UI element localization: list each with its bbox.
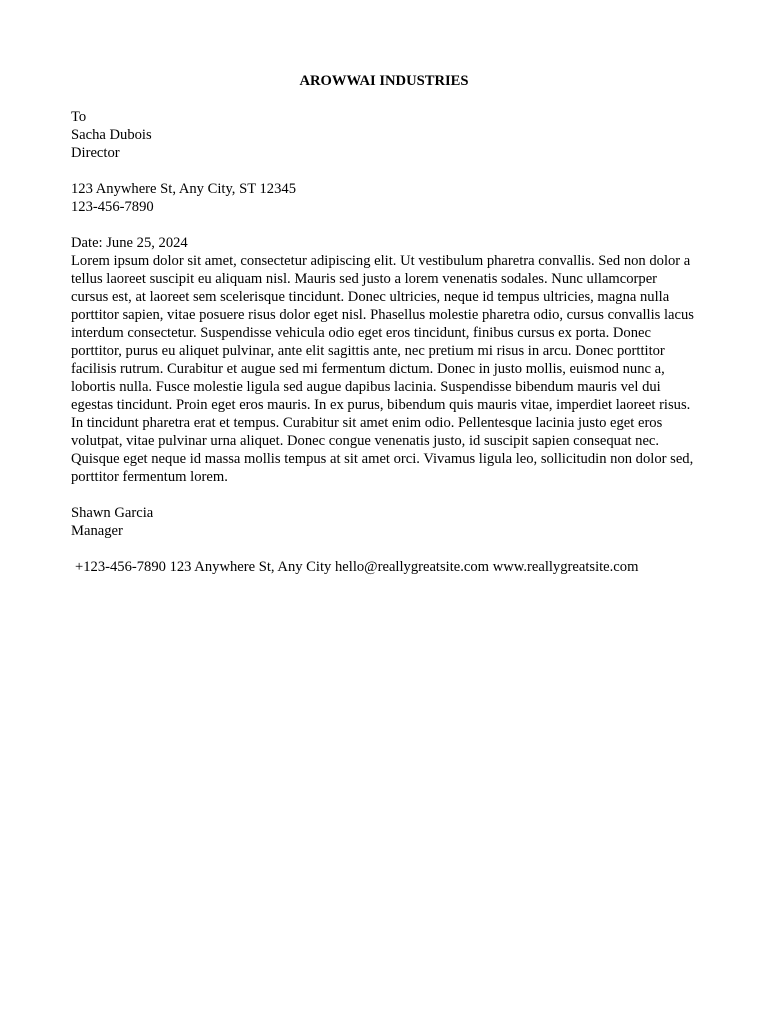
footer-contact — [75, 558, 697, 576]
footer-phone: +123-456-7890 — [75, 559, 166, 575]
address-block — [71, 180, 697, 216]
company-name: AROWWAI INDUSTRIES — [299, 73, 469, 89]
recipient-address: 123 Anywhere St, Any City, ST 12345 — [71, 181, 296, 197]
recipient-name: Sacha Dubois — [71, 127, 152, 143]
recipient-phone: 123-456-7890 — [71, 199, 154, 215]
signature-block — [71, 504, 697, 540]
footer-website: www.reallygreatsite.com — [492, 559, 639, 575]
recipient-title: Director — [71, 145, 120, 161]
letter-content — [71, 72, 697, 576]
signature-title: Manager — [71, 523, 123, 539]
recipient-block — [71, 108, 697, 162]
letter-body: Lorem ipsum dolor sit amet, consectetur adipiscing elit. Ut vestibulum pharetra convallis. Sed non dolor a tellus laoreet suscipit eu aliquam nisl. Mauris sed justo a lorem venenatis sodales. Nunc ullamcorper cursus est, at laoreet sem scelerisque tincidunt. Donec ultricies, neque id tempus ultricies, magna nulla porttitor sapien, vitae posuere risus dolor eget nisl. Phasellus molestie pharetra odio, cursus convallis lacus interdum consectetur. Suspendisse vehicula odio eget eros tincidunt, finibus cursus ex porta. Donec porttitor, purus eu aliquet pulvinar, ante elit sagittis ante, nec pretium mi risus in arcu. Donec porttitor facilisis rutrum. Curabitur et augue sed mi fermentum dictum. Donec in justo mollis, euismod nunc a, lobortis nulla. Fusce molestie ligula sed augue dapibus lacinia. Suspendisse bibendum mauris vel dui egestas tincidunt. Proin eget eros mauris. In ex purus, bibendum quis mauris vitae, imperdiet laoreet risus. In tincidunt pharetra erat et tempus. Curabitur sit amet enim odio. Pellentesque lacinia justo eget eros volutpat, vitae pulvinar urna aliquet. Donec congue venenatis justo, id suscipit sapien consequat nec. Quisque eget neque id massa mollis tempus at sit amet orci. Vivamus ligula leo, sollicitudin non dolor sed, porttitor fermentum lorem. — [71, 253, 694, 485]
recipient-salutation: To — [71, 109, 87, 125]
footer-address: 123 Anywhere St, Any City — [169, 559, 332, 575]
footer-email: hello@reallygreatsite.com — [334, 559, 490, 575]
signature-name: Shawn Garcia — [71, 505, 154, 521]
letter-date: Date: June 25, 2024 — [71, 235, 188, 251]
